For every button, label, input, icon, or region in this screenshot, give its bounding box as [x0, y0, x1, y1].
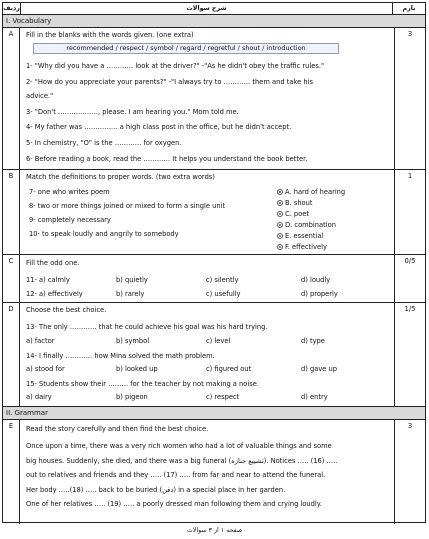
choice-option[interactable]: 12- a) effectively [26, 290, 83, 298]
question-instruction: Read the story carefully and then find the best choice. [26, 425, 209, 433]
question-item: 3- "Don't ………………, please. I am hearing you." Mom told me. [26, 108, 239, 116]
section-vocabulary: I. Vocabulary [3, 15, 425, 28]
radio-icon [277, 189, 283, 195]
choice-option[interactable]: c) figured out [206, 365, 252, 373]
definition-item: 7- one who writes poem [29, 188, 110, 196]
radio-icon [277, 222, 283, 228]
question-label: D [3, 303, 20, 406]
page-footer: صفحه ۱ از ۳ سوالات [186, 527, 243, 534]
story-line: Her body …..(18) ….. back to be buried (دفن) in a special place in her garden. [26, 485, 286, 494]
question-item: 5- In chemistry, "O" is the ………… for oxygen. [26, 139, 182, 147]
radio-icon [277, 200, 283, 206]
definition-item: 10- to speak loudly and angrily to somebody [29, 230, 179, 238]
story-line: big houses. Suddenly, she died, and there was a big funeral (تشییع جنازه). Notices ….. (16) ….. [26, 456, 338, 465]
choice-option[interactable]: b) looked up [116, 365, 158, 373]
section-grammar: II. Grammar [3, 407, 425, 420]
exam-table [2, 2, 426, 523]
choice-option[interactable]: b) pigeon [116, 393, 148, 401]
question-item: 2- "How do you appreciate your parents?" -"I always try to ………… them and take his [26, 78, 313, 86]
question-c [3, 255, 425, 303]
header-row-label: ردیف [3, 5, 20, 12]
word-box: recommended / respect / symbol / regard / regretful / shout / introduction [33, 43, 339, 54]
question-label: E [3, 420, 20, 524]
match-option[interactable]: C. poet [277, 210, 309, 218]
question-score: 1/5 [394, 303, 425, 406]
question-d [3, 303, 425, 407]
choice-option[interactable]: b) quietly [116, 276, 148, 284]
question-score: 3 [394, 28, 425, 169]
match-option[interactable]: E. essential [277, 232, 323, 240]
choice-option[interactable]: b) rarely [116, 290, 145, 298]
question-instruction: Fill in the blanks with the words given. (one extra) [26, 31, 194, 39]
header-score-label: بارم [402, 5, 416, 12]
match-option[interactable]: A. hard of hearing [277, 188, 345, 196]
question-score: 0/5 [394, 255, 425, 302]
question-a [3, 28, 425, 170]
question-label: A [3, 28, 20, 169]
choice-option[interactable]: d) properly [301, 290, 338, 298]
question-e [3, 420, 425, 524]
table-header [3, 3, 425, 15]
choice-option[interactable]: 11- a) calmly [26, 276, 70, 284]
choice-option[interactable]: c) level [206, 337, 231, 345]
question-instruction: Fill the odd one. [26, 259, 80, 267]
match-option[interactable]: B. shout [277, 199, 313, 207]
choice-option[interactable]: a) stood for [26, 365, 65, 373]
choice-option[interactable]: d) gave up [301, 365, 338, 373]
story-line: Once upon a time, there was a very rich women who had a lot of valuable things and some [26, 442, 332, 450]
question-b [3, 170, 425, 255]
choice-option[interactable]: a) dairy [26, 393, 52, 401]
choice-option[interactable]: a) factor [26, 337, 55, 345]
choice-option[interactable]: d) loudly [301, 276, 331, 284]
question-score: 3 [394, 420, 425, 524]
question-item: 15- Students show their ……… for the teacher by not making a noise. [26, 380, 259, 388]
question-item: 13- The only ………… that he could achieve his goal was his hard trying. [26, 323, 268, 331]
match-option[interactable]: D. combination [277, 221, 336, 229]
choice-option[interactable]: d) entry [301, 393, 328, 401]
question-item: 4- My father was …………… a high class post in the office, but he didn't accept. [26, 123, 292, 131]
radio-icon [277, 244, 283, 250]
question-instruction: Choose the best choice. [26, 306, 107, 314]
choice-option[interactable]: c) respect [206, 393, 240, 401]
definition-item: 8- two or more things joined or mixed to form a single unit [29, 202, 226, 210]
choice-option[interactable]: c) silently [206, 276, 239, 284]
definition-item: 9- completely necessary [29, 216, 111, 224]
question-item: advice." [26, 92, 54, 100]
match-option[interactable]: F. effectively [277, 243, 327, 251]
question-label: B [3, 170, 20, 254]
question-item: 1- "Why did you have a ………… look at the driver?" -"As he didn't obey the traffic rules." [26, 62, 325, 70]
radio-icon [277, 211, 283, 217]
story-line: One of her relatives ….. (19) ….. a poorly dressed man following them and crying loudly. [26, 500, 322, 509]
question-item: 6- Before reading a book, read the ………… It helps you understand the book better. [26, 155, 308, 163]
header-title: شرح سوالات [186, 5, 227, 12]
story-passage [26, 439, 391, 512]
story-line: out to relatives and friends and they ….. (17) ….. from far and near to attend the funeral. [26, 471, 326, 480]
choice-option[interactable]: d) type [301, 337, 325, 345]
question-label: C [3, 255, 20, 302]
radio-icon [277, 233, 283, 239]
question-score: 1 [394, 170, 425, 254]
question-item: 14- I finally ………… how Mina solved the math problem. [26, 352, 215, 360]
choice-option[interactable]: b) symbol [116, 337, 150, 345]
choice-option[interactable]: c) usefully [206, 290, 241, 298]
question-instruction: Match the definitions to proper words. (two extra words) [26, 173, 215, 181]
